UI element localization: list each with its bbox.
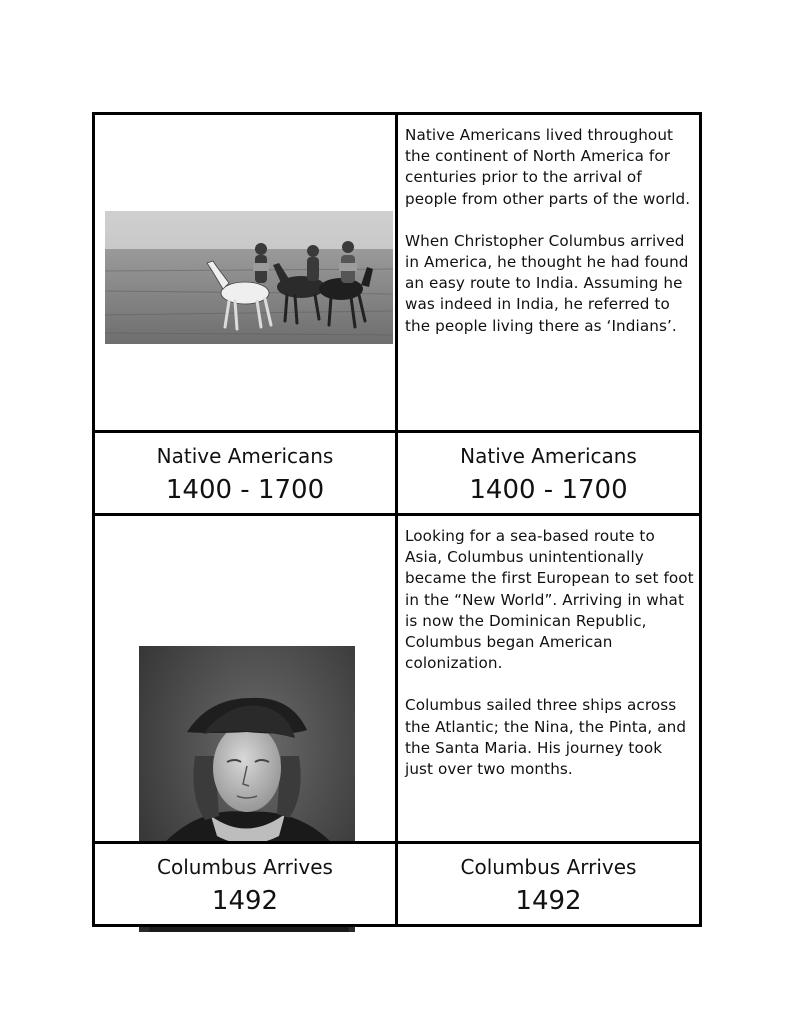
card-title: Native Americans <box>156 444 334 468</box>
columbus-description <box>395 513 702 844</box>
card-years: 1400 - 1700 <box>469 475 628 505</box>
native-americans-picture-cell <box>92 112 398 433</box>
card-years: 1400 - 1700 <box>165 475 325 505</box>
description-paragraph: When Christopher Columbus arrived in America, he thought he had found an easy route to India. Assuming he was indeed in India, he referred to the people living there as ‘Indians’. <box>405 231 689 335</box>
card-years: 1492 <box>211 886 279 916</box>
columbus-label-card-copy <box>395 841 702 927</box>
card-title: Columbus Arrives <box>157 855 333 879</box>
description-paragraph: Columbus sailed three ships across the Atlantic; the Nina, the Pinta, and the Santa Maria. His journey took just over two months. <box>405 696 687 779</box>
native-americans-label-card <box>92 430 398 516</box>
native-americans-label-card-copy <box>395 430 702 516</box>
columbus-label-card <box>92 841 398 927</box>
native-americans-photo <box>105 211 393 344</box>
description-paragraph: Looking for a sea-based route to Asia, Columbus unintentionally became the first European to set foot in the “New World”. Arriving in what is now the Dominican Republic, Columbus began American colonization. <box>405 527 694 673</box>
card-years: 1492 <box>515 886 582 916</box>
native-americans-description <box>395 112 702 433</box>
description-paragraph: Native Americans lived throughout the continent of North America for centuries prior to the arrival of people from other parts of the world. <box>405 126 691 208</box>
columbus-picture-cell <box>92 513 398 844</box>
card-title: Native Americans <box>460 444 637 468</box>
card-title: Columbus Arrives <box>460 855 637 879</box>
